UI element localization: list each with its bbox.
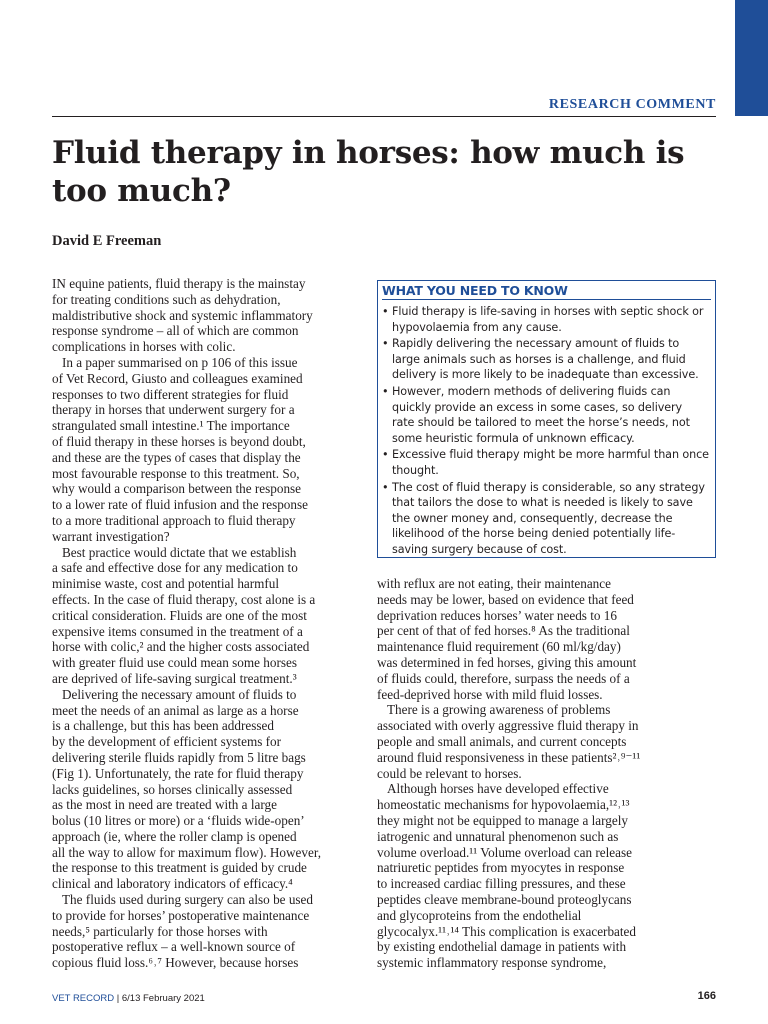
article-author: David E Freeman	[52, 233, 162, 249]
corner-color-tab	[735, 0, 768, 116]
paragraph: Delivering the necessary amount of fluids to meet the needs of an animal as large as a horse is a challenge, but this has been addressed by the development of efficient systems for delivering sterile fluids rapidly from 5 litre bags (Fig 1). Unfortunately, the rate for fluid therapy lacks guidelines, so horses clinically assessed as the most in need are treated with a large bolus (10 litres or more) or a ‘fluids wide-open’ approach (ie, where the roller clamp is opened all the way to allow for maximum flow). However, the response to this treatment is guided by crude clinical and laboratory indicators of efficacy.⁴	[52, 686, 322, 892]
bullet-icon: •	[382, 337, 389, 351]
article-title: Fluid therapy in horses: how much is too much?	[52, 135, 685, 209]
paragraph: In a paper summarised on p 106 of this issue of Vet Record, Giusto and colleagues examined responses to two different strategies for fluid therapy in horses that underwent surgery for a strangulated small intestine.¹ The importance of fluid therapy in these horses is beyond doubt, and these are the types of cases that display the most favourable response to this treatment. So, why would a comparison between the response to a lower rate of fluid infusion and the response to a more traditional approach to fluid therapy warrant investigation?	[52, 354, 308, 544]
list-item	[382, 480, 711, 558]
list-item-text: Fluid therapy is life-saving in horses with septic shock or hypovolaemia from any cause.	[392, 305, 704, 334]
key-points-box	[377, 280, 716, 558]
page-number: 166	[697, 990, 716, 1002]
list-item	[382, 384, 711, 446]
list-item-text: Rapidly delivering the necessary amount of fluids to large animals such as horses is a challenge, and fluid delivery is more likely to be inadequate than excessive.	[392, 337, 699, 382]
key-points-title: WHAT YOU NEED TO KNOW	[382, 281, 711, 300]
list-item	[382, 304, 711, 335]
list-item-text: The cost of fluid therapy is considerable, so any strategy that tailors the dose to what is needed is likely to save the owner money and, consequently, decrease the likelihood of the horse being denied potentially life- saving surgery because of cost.	[392, 480, 705, 556]
footer-separator: |	[114, 993, 122, 1004]
paragraph: Although horses have developed effective homeostatic mechanisms for hypovolaemia,¹²˒¹³ they might not be equipped to manage a largely iatrogenic and unnatural phenomenon such as volume overload.¹¹ Volume overload can release natriuretic peptides from myocytes in response to increased cardiac filling pressures, and these peptides cleave membrane-bound proteoglycans and glycoproteins from the endothelial glycocalyx.¹¹˒¹⁴ This complication is exacerbated by existing endothelial damage in patients with systemic inflammatory response syndrome,	[377, 781, 636, 971]
bullet-icon: •	[382, 384, 389, 398]
column-right	[377, 576, 667, 971]
paragraph: IN equine patients, fluid therapy is the mainstay for treating conditions such as dehydration, maldistributive shock and systemic inflammatory response syndrome – all of which are common complications in horses with colic.	[52, 276, 313, 355]
journal-name: VET RECORD	[52, 993, 115, 1004]
paragraph: Best practice would dictate that we establish a safe and effective dose for any medication to minimise waste, cost and potential harmful effects. In the case of fluid therapy, cost alone is a critical consideration. Fluids are one of the most expensive items consumed in the treatment of a horse with colic,² and the higher costs associated with greater fluid use could mean some horses are deprived of life-saving surgical treatment.³	[52, 544, 316, 686]
list-item	[382, 447, 711, 478]
paragraph: with reflux are not eating, their maintenance needs may be lower, based on evidence that feed deprivation reduces horses’ water needs to 16 per cent of that of fed horses.⁸ As the traditional maintenance fluid requirement (60 ml/kg/day) was determined in fed horses, giving this amount of fluids could, therefore, surpass the needs of a feed-deprived horse with mild fluid losses.	[377, 576, 637, 702]
column-left	[52, 276, 342, 971]
issue-date: 6/13 February 2021	[121, 993, 205, 1004]
bullet-icon: •	[382, 480, 389, 494]
list-item-text: However, modern methods of delivering fluids can quickly provide an excess in some cases, so delivery rate should be tailored to meet the horse’s needs, not some heuristic formula of unknown efficacy.	[392, 384, 690, 445]
footer-citation	[52, 993, 205, 1004]
paragraph: There is a growing awareness of problems associated with overly aggressive fluid therapy in people and small animals, and current concepts around fluid responsiveness in these patients²˒⁹⁻¹¹ could be relevant to horses.	[377, 702, 641, 781]
section-label: RESEARCH COMMENT	[548, 97, 716, 112]
list-item-text: Excessive fluid therapy might be more harmful than once thought.	[392, 448, 709, 477]
bullet-icon: •	[382, 448, 389, 462]
paragraph: The fluids used during surgery can also be used to provide for horses’ postoperative maintenance needs,⁵ particularly for those horses with postoperative reflux – a well-known source of copious fluid loss.⁶˒⁷ However, because horses	[52, 892, 313, 971]
list-item	[382, 336, 711, 383]
key-points-list	[382, 304, 711, 558]
bullet-icon: •	[382, 305, 389, 318]
header-rule	[52, 116, 716, 117]
